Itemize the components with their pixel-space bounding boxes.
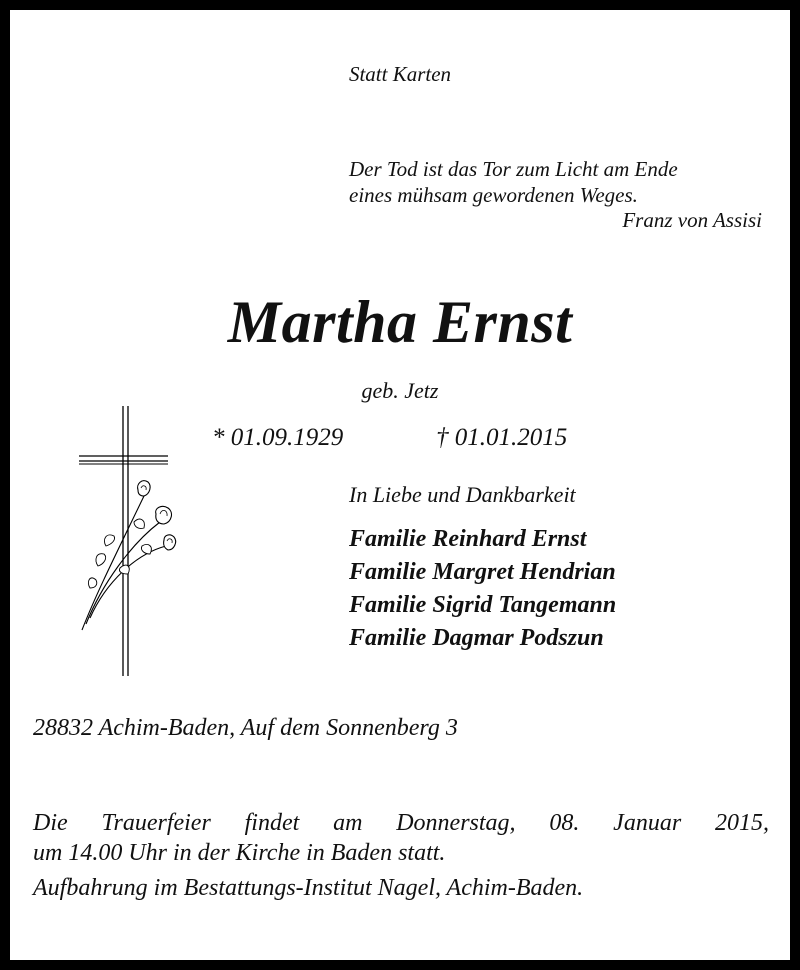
header-statt-karten: Statt Karten: [348, 62, 452, 86]
death-date: † 01.01.2015: [436, 424, 568, 451]
family-name: Familie Reinhard Ernst: [349, 526, 587, 552]
maiden-name: geb. Jetz: [361, 378, 439, 403]
birth-date: * 01.09.1929: [212, 424, 344, 451]
funeral-notice-line-3: Aufbahrung im Bestattungs-Institut Nagel, Achim-Baden.: [33, 875, 584, 901]
quote-author: Franz von Assisi: [622, 208, 762, 232]
family-name: Familie Dagmar Podszun: [349, 625, 604, 651]
family-name: Familie Sigrid Tangemann: [349, 592, 617, 618]
cross-with-roses-icon: [76, 404, 186, 678]
funeral-notice-line-2: um 14.00 Uhr in der Kirche in Baden statt.: [33, 840, 446, 866]
address: 28832 Achim-Baden, Auf dem Sonnenberg 3: [33, 715, 458, 741]
deceased-name: Martha Ernst: [227, 289, 573, 355]
family-name: Familie Margret Hendrian: [349, 559, 616, 585]
funeral-notice-line-1: Die Trauerfeier findet am Donnerstag, 08. Januar 2015,: [33, 810, 769, 836]
quote-line-1: Der Tod ist das Tor zum Licht am Ende: [349, 157, 678, 181]
quote-line-2: eines mühsam gewordenen Weges.: [349, 183, 638, 207]
thanks-line: In Liebe und Dankbarkeit: [349, 482, 576, 507]
